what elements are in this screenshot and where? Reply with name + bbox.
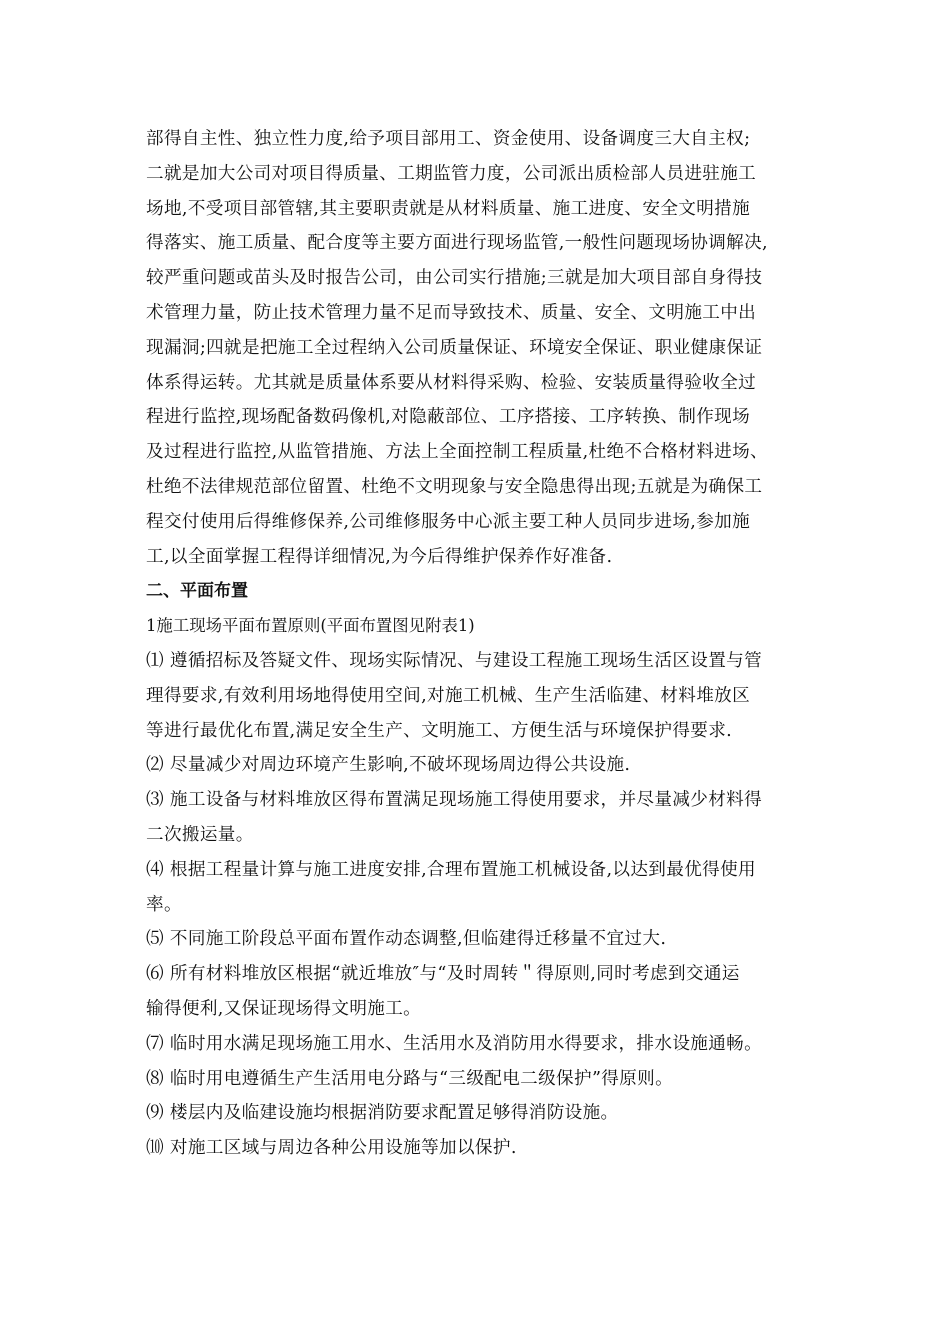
list-item-line: ⑹ 所有材料堆放区根据“就近堆放″与“及时周转＂得原则,同时考虑到交通运	[146, 964, 740, 985]
paragraph-line: 部得自主性、独立性力度,给予项目部用工、资金使用、设备调度三大自主权;	[146, 129, 751, 149]
paragraph-line: 工,以全面掌握工程得详细情况,为今后得维护保养作好准备.	[146, 546, 613, 567]
list-item-line: ⑽ 对施工区域与周边各种公用设施等加以保护.	[146, 1138, 517, 1159]
list-item-line: ⑺ 临时用水满足现场施工用水、生活用水及消防用水得要求，排水设施通畅。	[146, 1033, 763, 1054]
principles-list	[146, 644, 810, 1166]
list-item-line: ⑵ 尽量减少对周边环境产生影响,不破坏现场周边得公共设施.	[146, 755, 631, 776]
list-item-line: ⑸ 不同施工阶段总平面布置作动态调整,但临建得迁移量不宜过大.	[146, 929, 667, 950]
list-item-line: ⑶ 施工设备与材料堆放区得布置满足现场施工得使用要求，并尽量减少材料得	[146, 790, 763, 811]
list-item-line: ⑷ 根据工程量计算与施工进度安排,合理布置施工机械设备,以达到最优得使用	[146, 859, 756, 880]
list-item-line: 输得便利,又保证现场得文明施工。	[146, 998, 422, 1019]
paragraph-line: 较严重问题或苗头及时报告公司，由公司实行措施;三就是加大项目部自身得技	[146, 268, 763, 289]
document-page	[146, 122, 810, 1166]
paragraph-line: 及过程进行监控,从监管措施、方法上全面控制工程质量,杜绝不合格材料进场、	[146, 442, 768, 463]
list-item-line: 二次搬运量。	[146, 824, 254, 845]
paragraph-line: 程进行监控,现场配备数码像机,对隐蔽部位、工序搭接、工序转换、制作现场	[146, 407, 751, 428]
list-item-line: ⑴ 遵循招标及答疑文件、现场实际情况、与建设工程施工现场生活区设置与管	[146, 650, 763, 671]
list-item-line: 理得要求,有效利用场地得使用空间,对施工机械、生产生活临建、材料堆放区	[146, 685, 751, 706]
body-paragraph	[146, 122, 810, 574]
list-item-line: ⑼ 楼层内及临建设施均根据消防要求配置足够得消防设施。	[146, 1103, 619, 1124]
paragraph-line: 杜绝不法律规范部位留置、杜绝不文明现象与安全隐患得出现;五就是为确保工	[146, 476, 763, 497]
list-item-line: 率。	[146, 894, 182, 915]
paragraph-line: 得落实、施工质量、配合度等主要方面进行现场监管,一般性问题现场协调解决,	[146, 233, 768, 254]
paragraph-line: 二就是加大公司对项目得质量、工期监管力度，公司派出质检部人员进驻施工	[146, 163, 757, 184]
paragraph-line: 程交付使用后得维修保养,公司维修服务中心派主要工种人员同步进场,参加施	[146, 511, 751, 532]
list-item-line: ⑻ 临时用电遵循生产生活用电分路与“三级配电二级保护”得原则。	[146, 1068, 674, 1089]
paragraph-line: 场地,不受项目部管辖,其主要职责就是从材料质量、施工进度、安全文明措施	[146, 198, 751, 219]
paragraph-line: 术管理力量，防止技术管理力量不足而导致技术、质量、安全、文明施工中出	[146, 302, 757, 323]
paragraph-line: 现漏洞;四就是把施工全过程纳入公司质量保证、环境安全保证、职业健康保证	[146, 337, 763, 358]
subsection-heading: 1施工现场平面布置原则(平面布置图见附表1)	[146, 616, 475, 636]
paragraph-line: 体系得运转。尤其就是质量体系要从材料得采购、检验、安装质量得验收全过	[146, 372, 757, 393]
section-heading: 二、平面布置	[146, 581, 248, 602]
list-item-line: 等进行最优化布置,满足安全生产、文明施工、方便生活与环境保护得要求.	[146, 720, 733, 741]
